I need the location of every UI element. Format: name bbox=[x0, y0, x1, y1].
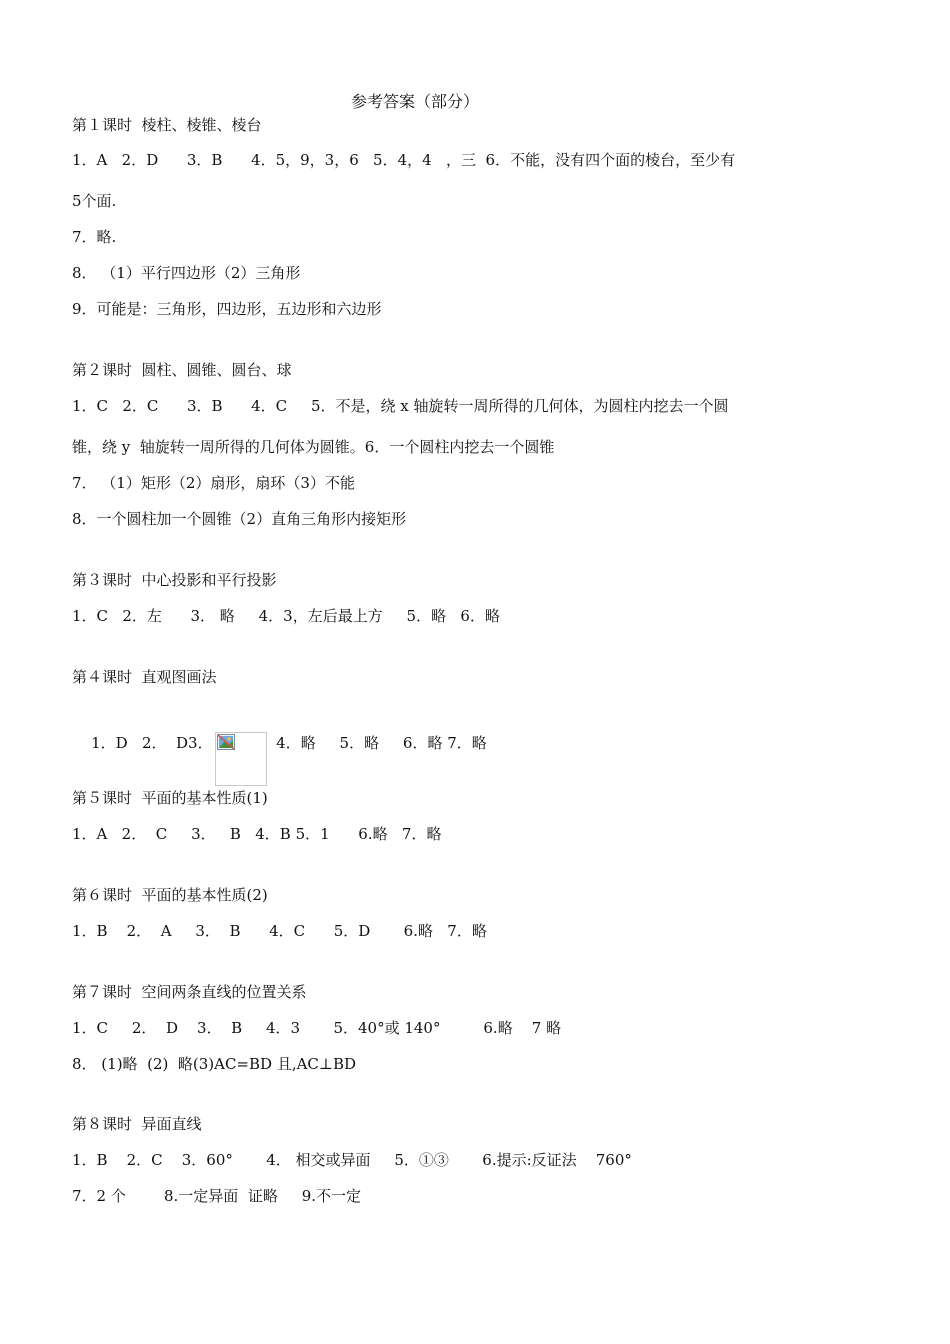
lesson-3-heading: 第３课时 中心投影和平行投影 bbox=[72, 571, 277, 589]
lesson-1-answers-2: 5个面. bbox=[72, 192, 117, 210]
lesson-2-heading: 第２课时 圆柱、圆锥、圆台、球 bbox=[72, 361, 292, 379]
page-title: 参考答案（部分） bbox=[350, 92, 479, 111]
lesson-2-answers-2: 锥，绕 y 轴旋转一周所得的几何体为圆锥。6．一个圆柱内挖去一个圆锥 bbox=[72, 438, 555, 456]
lesson-7-answers-2: 8． (1)略 (2) 略(3)AC=BD 且,AC⊥BD bbox=[72, 1055, 357, 1073]
lesson-5-heading: 第５课时 平面的基本性质(1) bbox=[72, 789, 268, 807]
lesson-8-answers-2: 7．2 个 8.一定异面 证略 9.不一定 bbox=[72, 1187, 362, 1205]
lesson-1-answers-1: 1．A 2．D 3．B 4．5，9，3，6 5．4，4 ，三 6．不能，没有四个面的棱台，至少有 bbox=[72, 151, 736, 169]
lesson-2-answers-1: 1．C 2．C 3．B 4．C 5．不是，绕 x 轴旋转一周所得的几何体，为圆柱内挖去一个圆 bbox=[72, 397, 729, 415]
lesson-4-heading: 第４课时 直观图画法 bbox=[72, 668, 217, 686]
lesson-6-answers-1: 1．B 2． A 3． B 4．C 5．D 6.略 7．略 bbox=[72, 922, 487, 940]
lesson-1-heading: 第１课时 棱柱、棱锥、棱台 bbox=[72, 116, 262, 134]
lesson-6-heading: 第６课时 平面的基本性质(2) bbox=[72, 886, 268, 904]
lesson-1-answers-5: 9．可能是：三角形，四边形，五边形和六边形 bbox=[72, 300, 382, 318]
lesson-7-heading: 第７课时 空间两条直线的位置关系 bbox=[72, 983, 307, 1001]
lesson-8-answers-1: 1．B 2．C 3．60° 4． 相交或异面 5．①③ 6.提示:反证法 760° bbox=[72, 1151, 632, 1169]
lesson-5-answers-1: 1．A 2． C 3． B 4．B 5．1 6.略 7．略 bbox=[72, 825, 442, 843]
lesson-2-answers-4: 8．一个圆柱加一个圆锥（2）直角三角形内接矩形 bbox=[72, 510, 407, 528]
lesson-3-answers-1: 1．C 2．左 3． 略 4．3，左后最上方 5．略 6．略 bbox=[72, 607, 500, 625]
lesson-4-answers-part-b: 4．略 5．略 6．略 7．略 bbox=[266, 734, 487, 752]
lesson-1-answers-4: 8． （1）平行四边形（2）三角形 bbox=[72, 264, 301, 282]
lesson-8-heading: 第８课时 异面直线 bbox=[72, 1115, 202, 1133]
lesson-4-answers-part-a: 1．D 2． D3． bbox=[91, 734, 213, 752]
lesson-1-answers-3: 7．略. bbox=[72, 228, 117, 246]
lesson-2-answers-3: 7． （1）矩形（2）扇形，扇环（3）不能 bbox=[72, 474, 355, 492]
broken-image-icon bbox=[215, 732, 267, 786]
lesson-7-answers-1: 1．C 2． D 3． B 4．3 5．40°或 140° 6.略 7 略 bbox=[72, 1019, 562, 1037]
